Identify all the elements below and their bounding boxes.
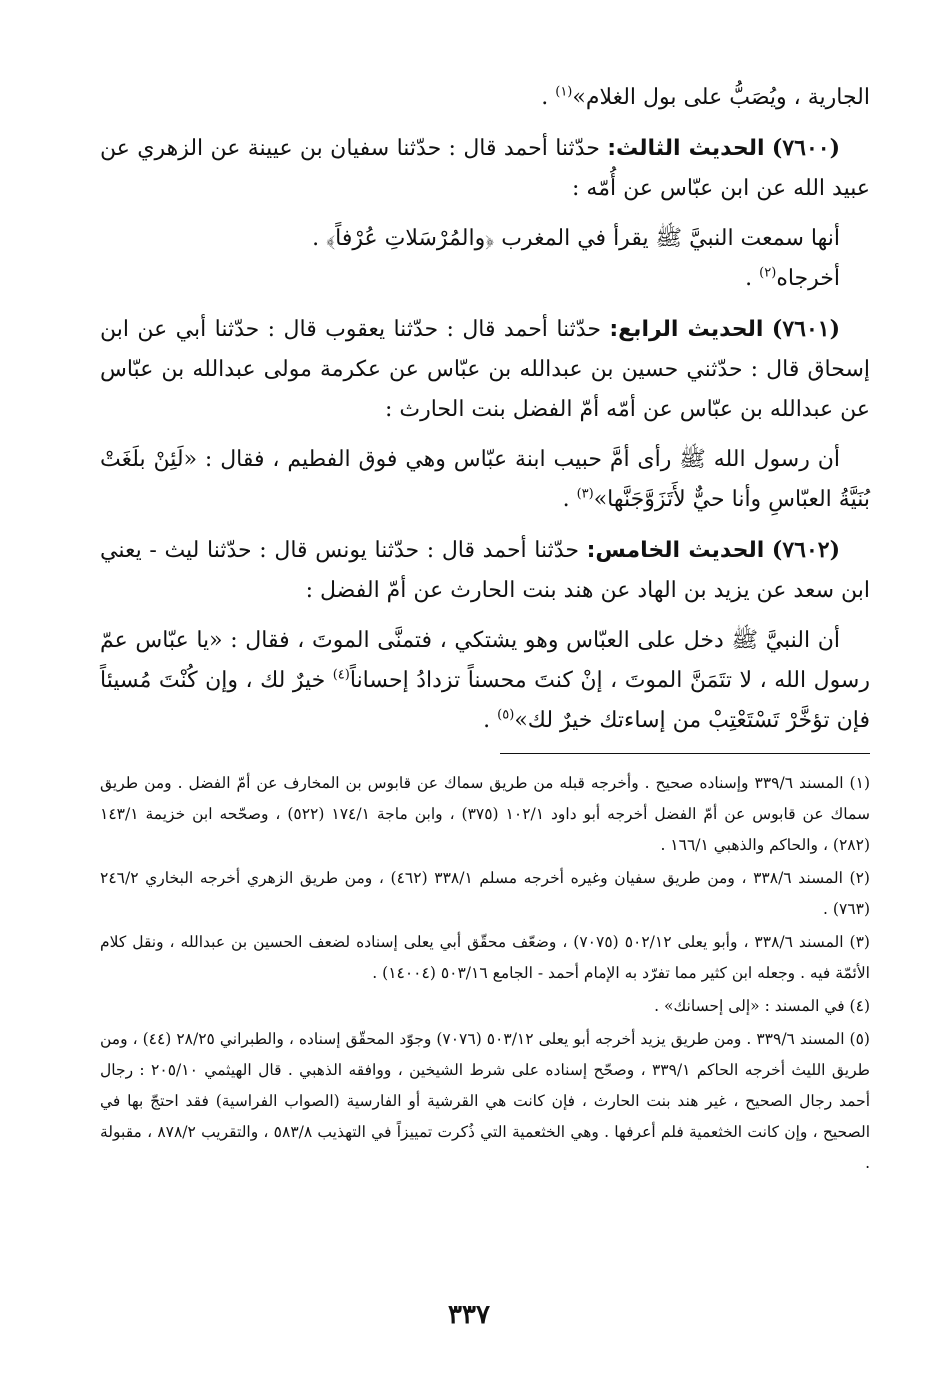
footnote-ref-2: (٢): [759, 265, 777, 281]
hadith-matn-7602: أن النبيَّ ﷺ دخل على العبّاس وهو يشتكي ، فتمنَّى الموتَ ، فقال : «يا عبّاس عمّ رسول الله ، لا تتَمَنَّ الموتَ ، إنْ كنتَ محسناً تزدادُ إحساناً$^{(٤)}$ خيرٌ لك ، وإن كُنْتَ مُسيئاً فإن تؤخَّرْ تَسْتَعْتِبْ من إساءتك خيرٌ لك»$^{(٥)}$ .: [100, 628, 870, 733]
continuation-line: الجارية ، ويُصَبُّ على بول الغلام»$^{(١)}$ .: [541, 84, 870, 110]
footnote-2: (٢) المسند ٣٣٨/٦ ، ومن طريق سفيان وغيره أخرجه مسلم ٣٣٨/١ (٤٦٢) ، ومن طريق الزهري أخرجه البخاري ٢٤٦/٢ (٧٦٣) .: [100, 869, 870, 918]
page-number: ٣٣٧: [448, 1300, 490, 1330]
hadith-heading: الحديث الخامس:: [586, 538, 765, 563]
footnote-ref-4: (٤): [332, 667, 350, 683]
main-text: [100, 78, 870, 741]
footnote-ref-5: (٥): [497, 707, 515, 723]
hadith-isnad-7602: (٧٦٠٢) الحديث الخامس: حدّثنا أحمد قال : حدّثنا يونس قال : حدّثنا ليث - يعني ابن سعد عن يزيد بن الهاد عن هند بنت الحارث عن أمّ الفضل :: [100, 537, 870, 603]
footnote-5: (٥) المسند ٣٣٩/٦ . ومن طريق يزيد أخرجه أبو يعلى ٥٠٣/١٢ (٧٠٧٦) وجوّد المحقّق إسناده ، والطبراني ٢٨/٢٥ (٤٤) ، ومن طريق الليث أخرجه الحاكم ٣٣٩/١ ، وصحّح إسناده على شرط الشيخين ، ووافقه الذهبي . قال الهيثمي ٢٠٥/١٠ : رجال أحمد رجال الصحيح ، غير هند بنت الحارث ، فإن كانت هي القرشية أو الفارسية (الصواب الفراسية) فقد احتجّ بها في الصحيح ، وإن كانت الخثعمية فلم أعرفها . وهي الخثعمية التي ذُكرت تمييزاً في التهذيب ٥٨٣/٨ ، والتقريب ٨٧٨/٢ ، مقبولة .: [100, 1030, 870, 1172]
hadith-heading: الحديث الرابع:: [609, 317, 764, 342]
hadith-number: (٧٦٠٢): [771, 537, 841, 563]
page-body: [100, 78, 870, 1179]
footnote-ref-3: (٣): [576, 486, 594, 502]
footnote-1: (١) المسند ٣٣٩/٦ وإسناده صحيح . وأخرجه قبله من طريق سماك عن قابوس بن المخارف عن أمّ الفضل . ومن طريق سماك عن قابوس عن أمّ الفضل أخرجه أبو داود ١٠٢/١ (٣٧٥) ، وابن ماجة ١٧٤/١ (٥٢٢) ، وصحّحه ابن خزيمة ١٤٣/١ (٢٨٢) ، والحاكم والذهبي ١٦٦/١ .: [100, 774, 870, 854]
hadith-isnad-7600: (٧٦٠٠) الحديث الثالث: حدّثنا أحمد قال : حدّثنا سفيان بن عيينة عن الزهري عن عبيد الله عن ابن عبّاس عن أُمّه :: [100, 135, 870, 201]
footnote-3: (٣) المسند ٣٣٨/٦ ، وأبو يعلى ٥٠٢/١٢ (٧٠٧٥) ، وضعّف محقّق أبي يعلى إسناده لضعف الحسين بن عبدالله ، ونقل كلام الأئمّة فيه . وجعله ابن كثير مما تفرّد به الإمام أحمد - الجامع ٥٠٣/١٦ (١٤٠٠٤) .: [100, 933, 870, 982]
footnote-ref-1: (١): [555, 84, 573, 100]
hadith-matn-7600: أنها سمعت النبيَّ ﷺ يقرأ في المغرب ﴿والمُرْسَلاتِ عُرْفاً﴾ .: [312, 226, 840, 251]
footnotes: [100, 768, 870, 1179]
footnote-divider: [500, 753, 870, 754]
hadith-takhrij-7600: أخرجاه$^{(٢)}$ .: [745, 265, 840, 291]
hadith-matn-7601: أن رسول الله ﷺ رأى أمَّ حبيب ابنة عبّاس وهي فوق الفطيم ، فقال : «لَئِنْ بلَغَتْ بُنَيَّةُ العبّاسِ وأنا حيٌّ لأَتَزَوَّجَنَّها»$^{(٣)}$ .: [100, 447, 870, 512]
hadith-isnad-7601: (٧٦٠١) الحديث الرابع: حدّثنا أحمد قال : حدّثنا يعقوب قال : حدّثنا أبي عن ابن إسحاق قال : حدّثني حسين بن عبدالله بن عبّاس عن عكرمة مولى عبدالله بن عبّاس عن عبدالله بن عبّاس عن أمّه أمّ الفضل بنت الحارث :: [100, 316, 870, 422]
footnote-4: (٤) في المسند : «إلى إحسانك» .: [654, 997, 870, 1015]
hadith-heading: الحديث الثالث:: [607, 136, 765, 161]
hadith-number: (٧٦٠١): [771, 316, 840, 342]
hadith-number: (٧٦٠٠): [771, 135, 840, 161]
